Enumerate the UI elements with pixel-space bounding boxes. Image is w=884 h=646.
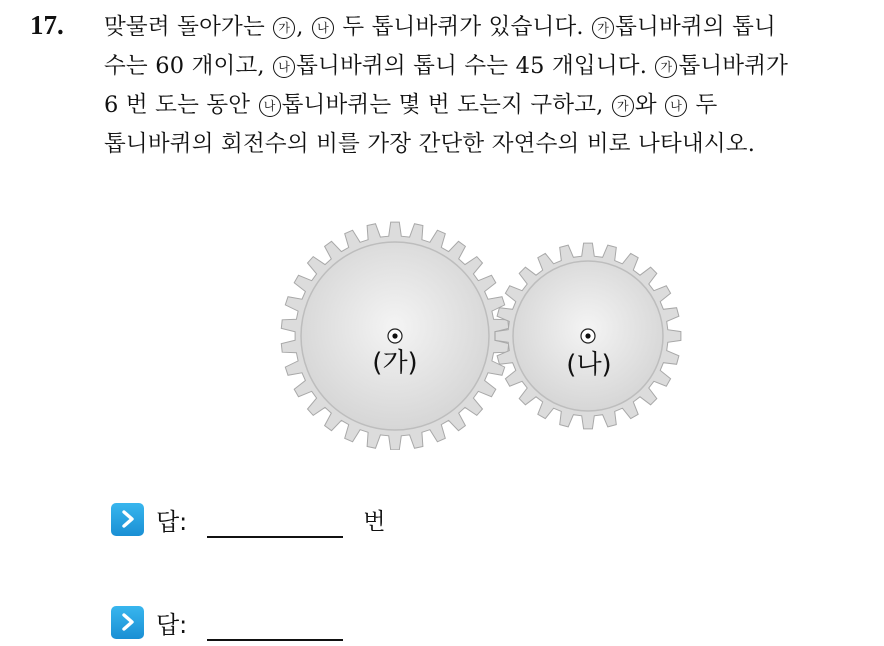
circled-na-symbol: 나	[273, 56, 295, 78]
circled-ga-symbol: 가	[273, 17, 295, 39]
gear-axle-dot	[585, 333, 590, 338]
gear-na	[495, 243, 681, 429]
answer-row-2	[111, 603, 343, 641]
gears-figure	[276, 220, 696, 450]
text-segment: 톱니바퀴의 톱니	[615, 14, 776, 40]
answer-unit: 번	[363, 508, 386, 535]
circled-ga-symbol: 가	[655, 56, 677, 78]
text-segment: 수는 60 개이고,	[104, 53, 273, 79]
circled-ga-symbol: 가	[592, 17, 614, 39]
gear-axle-dot	[392, 333, 397, 338]
question-line-4	[104, 125, 874, 164]
gear-na-label: (나)	[566, 350, 612, 380]
answer-row-1	[111, 500, 386, 538]
circled-ga-symbol: 가	[612, 95, 634, 117]
question-text	[104, 8, 874, 164]
circled-na-symbol: 나	[312, 17, 334, 39]
question-line-2	[104, 47, 874, 86]
answer-blank[interactable]	[207, 500, 343, 538]
question-line-3	[104, 86, 874, 125]
question-number: 17.	[30, 10, 64, 40]
answer-blank[interactable]	[207, 603, 343, 641]
circled-na-symbol: 나	[665, 95, 687, 117]
text-segment: 톱니바퀴의 톱니 수는 45 개입니다.	[296, 53, 655, 79]
text-segment: 와	[634, 92, 665, 118]
text-segment: 톱니바퀴는 몇 번 도는지 구하고,	[281, 92, 611, 118]
chevron-right-icon	[111, 503, 144, 536]
text-segment: ,	[296, 14, 311, 40]
gear-ga	[281, 222, 508, 450]
text-segment: 맞물려 돌아가는	[104, 14, 273, 40]
text-segment: 두 톱니바퀴가 있습니다.	[334, 14, 592, 40]
answer-label: 답:	[156, 610, 188, 639]
circled-na-symbol: 나	[259, 95, 281, 117]
text-segment: 6 번 도는 동안	[104, 92, 258, 118]
chevron-right-icon	[111, 606, 144, 639]
gears-diagram	[276, 220, 696, 450]
answer-label: 답:	[156, 507, 188, 536]
gear-ga-label: (가)	[372, 348, 418, 378]
question-line-1	[104, 8, 874, 47]
text-segment: 톱니바퀴의 회전수의 비를 가장 간단한 자연수의 비로 나타내시오.	[104, 131, 756, 157]
text-segment: 톱니바퀴가	[678, 53, 789, 79]
text-segment: 두	[688, 92, 718, 118]
